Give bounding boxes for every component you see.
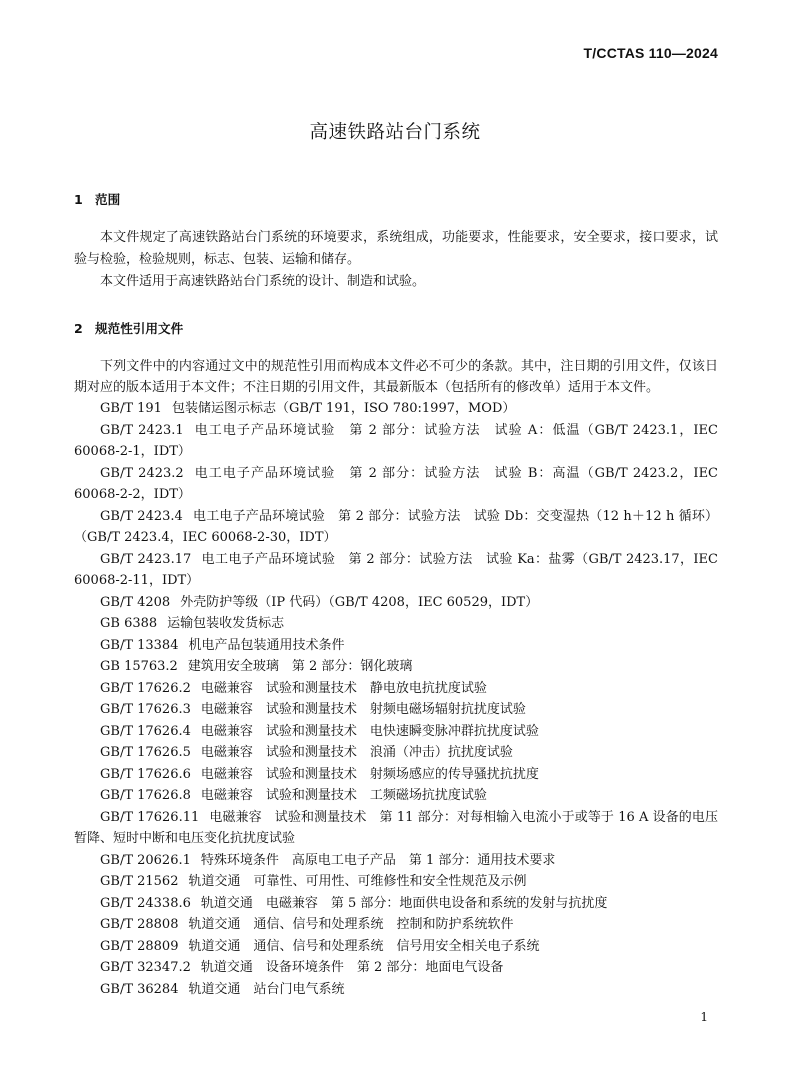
reference-item <box>74 420 718 463</box>
reference-item <box>74 957 718 979</box>
reference-code: GB/T 36284 <box>100 981 179 997</box>
section-title: 范围 <box>95 192 121 207</box>
section-2-heading <box>74 318 183 337</box>
reference-code: GB/T 2423.4 <box>100 508 183 524</box>
reference-code: GB/T 32347.2 <box>100 960 191 975</box>
reference-code: GB/T 17626.5 <box>100 745 191 760</box>
reference-title: 电工电子产品环境试验 第 2 部分：试验方法 试验 Ka：盐雾（GB/T 2423.17，IEC 60068-2-11，IDT） <box>74 551 718 588</box>
reference-code: GB/T 17626.6 <box>100 766 191 782</box>
reference-title: 建筑用安全玻璃 第 2 部分：钢化玻璃 <box>187 659 413 674</box>
reference-title: 电磁兼容 试验和测量技术 射频电磁场辐射抗扰度试验 <box>200 702 526 717</box>
section-1-heading <box>74 189 120 208</box>
standard-code: T/CCTAS 110—2024 <box>583 45 718 61</box>
reference-title: 电工电子产品环境试验 第 2 部分：试验方法 试验 Db：交变湿热（12 h＋12 h 循环）（GB/T 2423.4，IEC 60068-2-30，IDT） <box>74 508 719 545</box>
reference-title: 电磁兼容 试验和测量技术 电快速瞬变脉冲群抗扰度试验 <box>200 723 539 739</box>
reference-code: GB/T 21562 <box>100 874 179 889</box>
reference-title: 电磁兼容 试验和测量技术 静电放电抗扰度试验 <box>200 680 487 696</box>
references-intro: 下列文件中的内容通过文中的规范性引用而构成本文件必不可少的条款。其中，注日期的引用文件，仅该日期对应的版本适用于本文件；不注日期的引用文件，其最新版本（包括所有的修改单）适用于本文件。 <box>74 359 718 395</box>
reference-title: 轨道交通 通信、信号和处理系统 信号用安全相关电子系统 <box>188 938 540 954</box>
reference-code: GB 6388 <box>100 616 158 631</box>
reference-title: 轨道交通 设备环境条件 第 2 部分：地面电气设备 <box>200 960 504 975</box>
reference-title: 包装储运图示标志（GB/T 191，ISO 780:1997，MOD） <box>171 401 516 416</box>
reference-item <box>74 850 718 872</box>
reference-item <box>74 635 718 657</box>
reference-code: GB/T 17626.2 <box>100 680 191 696</box>
reference-code: GB/T 17626.3 <box>100 702 191 717</box>
reference-item <box>74 506 718 549</box>
reference-item <box>74 764 718 786</box>
scope-paragraph-2: 本文件适用于高速铁路站台门系统的设计、制造和试验。 <box>100 274 426 289</box>
reference-item <box>74 979 718 1001</box>
reference-title: 运输包装收发货标志 <box>167 616 285 631</box>
reference-title: 电磁兼容 试验和测量技术 工频磁场抗扰度试验 <box>200 788 487 803</box>
reference-item <box>74 742 718 764</box>
reference-title: 机电产品包装通用技术条件 <box>188 637 345 653</box>
reference-code: GB/T 2423.2 <box>100 465 184 481</box>
document-title: 高速铁路站台门系统 <box>309 122 481 143</box>
reference-title: 电磁兼容 试验和测量技术 第 11 部分：对每相输入电流小于或等于 16 A 设备的电压暂降、短时中断和电压变化抗扰度试验 <box>74 809 718 846</box>
reference-title: 轨道交通 可靠性、可用性、可维修性和安全性规范及示例 <box>188 874 527 889</box>
reference-code: GB/T 17626.11 <box>100 809 200 825</box>
page-number: 1 <box>700 1010 708 1024</box>
reference-item <box>74 398 718 420</box>
reference-item <box>74 721 718 743</box>
reference-code: GB/T 191 <box>100 401 162 416</box>
section-number: 2 <box>74 321 83 336</box>
reference-item <box>74 656 718 678</box>
reference-title: 轨道交通 电磁兼容 第 5 部分：地面供电设备和系统的发射与抗扰度 <box>200 895 608 911</box>
reference-item <box>74 678 718 700</box>
reference-item <box>74 592 718 614</box>
scope-paragraph-1: 本文件规定了高速铁路站台门系统的环境要求，系统组成，功能要求，性能要求，安全要求，接口要求，试验与检验，检验规则，标志、包装、运输和储存。 <box>74 230 718 267</box>
reference-item <box>74 785 718 807</box>
reference-title: 电工电子产品环境试验 第 2 部分：试验方法 试验 A：低温（GB/T 2423.1，IEC 60068-2-1，IDT） <box>74 422 718 459</box>
reference-code: GB/T 4208 <box>100 594 171 610</box>
reference-item <box>74 463 718 506</box>
reference-item <box>74 549 718 592</box>
reference-item <box>74 699 718 721</box>
reference-list <box>74 398 718 1000</box>
reference-item <box>74 914 718 936</box>
reference-title: 电工电子产品环境试验 第 2 部分：试验方法 试验 B：高温（GB/T 2423.2，IEC 60068-2-2，IDT） <box>74 465 719 502</box>
reference-title: 特殊环境条件 高原电工电子产品 第 1 部分：通用技术要求 <box>200 852 556 868</box>
reference-item <box>74 936 718 958</box>
reference-item <box>74 807 718 850</box>
reference-code: GB/T 2423.17 <box>100 551 192 567</box>
section-number: 1 <box>74 192 83 207</box>
reference-item <box>74 613 718 635</box>
reference-code: GB/T 20626.1 <box>100 852 191 868</box>
reference-title: 轨道交通 站台门电气系统 <box>188 981 345 997</box>
reference-item <box>74 871 718 893</box>
reference-title: 轨道交通 通信、信号和处理系统 控制和防护系统软件 <box>188 917 514 932</box>
reference-code: GB/T 2423.1 <box>100 422 184 438</box>
section-title: 规范性引用文件 <box>95 321 184 336</box>
reference-title: 电磁兼容 试验和测量技术 浪涌（冲击）抗扰度试验 <box>200 745 513 760</box>
reference-title: 外壳防护等级（IP 代码）（GB/T 4208，IEC 60529，IDT） <box>180 594 539 610</box>
reference-code: GB/T 28809 <box>100 938 179 954</box>
reference-code: GB/T 13384 <box>100 637 179 653</box>
reference-title: 电磁兼容 试验和测量技术 射频场感应的传导骚扰抗扰度 <box>200 766 539 782</box>
reference-code: GB/T 28808 <box>100 917 179 932</box>
reference-code: GB/T 24338.6 <box>100 895 191 911</box>
reference-code: GB/T 17626.8 <box>100 788 191 803</box>
reference-item <box>74 893 718 915</box>
reference-code: GB/T 17626.4 <box>100 723 191 739</box>
reference-code: GB 15763.2 <box>100 659 178 674</box>
